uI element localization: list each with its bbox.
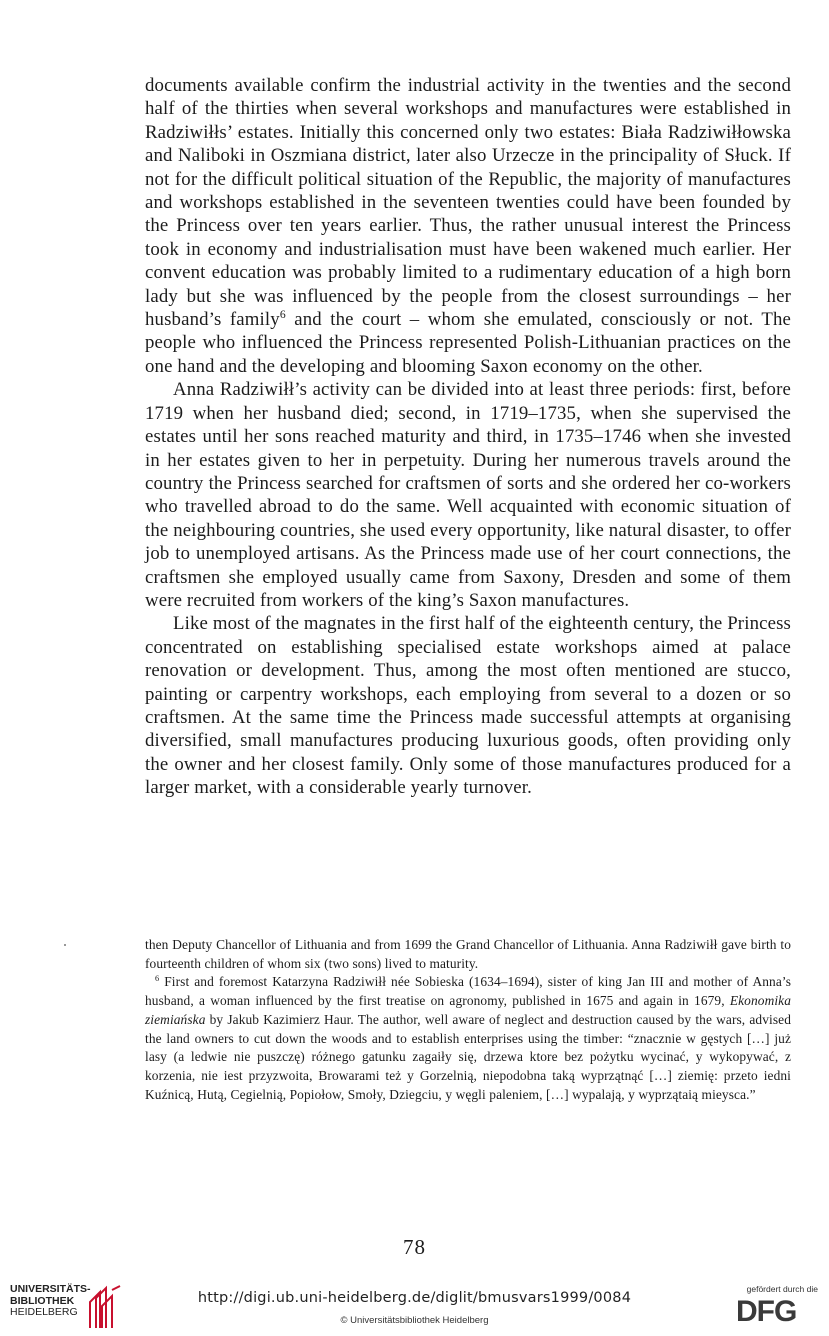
footnotes	[145, 936, 791, 1104]
paragraph-2: Anna Radziwiłł’s activity can be divided into at least three periods: first, before 1719 when her husband died; second, in 1719–1735, when she supervised the estates until her sons reached maturity and third, in 1735–1746 when she invested in her estates given to her in perpetuity. During her numerous travels around the country the Princess searched for craftsmen of sorts and she ordered her co-workers who travelled abroad to do the same. Well acquainted with economic situation of the neighbouring countries, she used every opportunity, like natural disaster, to offer job to unemployed artisans. As the Princess made use of her court connections, the craftsmen she employed usually came from Saxony, Dresden and some of them were recruited from workers of the king’s Saxon manufactures.	[145, 379, 791, 611]
digitization-footer	[0, 1274, 829, 1336]
footnote-6-text-b: by Jakub Kazimierz Haur. The author, well aware of neglect and destruction caused by the wars, advised the land owners to cut down the woods and to establish enterprises using the timber: “znacznie w gęstych […] już lasy (a ledwie nie puszczę) różnego gatunku zagaiły się, drzewa ktore bez pożytku wycinać, y wykopywać, z korzenia, nie iest przyzwoita, Browarami też y Gorzelnią, niepodobna taką wyprzątnąć […] ziemię: przeto iedni Kuźnicą, Hutą, Cegielnią, Popiołow, Smoły, Dziegciu, y węgli paleniem, […] wypalają, y wyprzątaią mieysca.”	[145, 1011, 791, 1102]
main-text	[145, 74, 791, 800]
library-name-line1: UNIVERSITÄTS-	[10, 1283, 91, 1295]
scan-speck	[64, 944, 66, 946]
library-name-line3: HEIDELBERG	[10, 1306, 78, 1318]
footnote-6-title: Ekonomika ziemiańska	[145, 993, 791, 1027]
library-name-line2: BIBLIOTHEK	[10, 1294, 75, 1307]
footnote-6-text-a: First and foremost Katarzyna Radziwiłł née Sobieska (1634–1694), sister of king Jan III and mother of Anna’s husband, a woman influenced by the first treatise on agronomy, published in 1675 and again in 1679,	[145, 974, 791, 1009]
dfg-wordmark: DFG	[736, 1295, 797, 1328]
footnote-6-number: 6	[155, 974, 160, 984]
paragraph-1-tail: and the court – whom she emulated, consciously or not. The people who influenced the Princess represented Polish-Lithuanian practices on the one hand and the developing and blooming Saxon economy on the other.	[145, 309, 792, 377]
footnote-6	[145, 973, 791, 1104]
footnote-continuation: then Deputy Chancellor of Lithuania and from 1699 the Grand Chancellor of Lithuania. Anna Radziwiłł gave birth to fourteenth children of whom six (two sons) lived to maturity.	[145, 937, 791, 971]
dfg-logo[interactable]	[732, 1284, 818, 1332]
dfg-caption: gefördert durch die	[746, 1284, 818, 1294]
paragraph-1	[145, 74, 791, 378]
source-url-link[interactable]: http://digi.ub.uni-heidelberg.de/diglit/bmusvars1999/0084	[197, 1290, 632, 1306]
page-number: 78	[403, 1235, 426, 1259]
paragraph-1-text: documents available confirm the industrial activity in the twenties and the second half of the thirties when several workshops and manufactures were established in Radziwiłłs’ estates. Initially this concerned only two estates: Biała Radziwiłłowska and Naliboki in Oszmiana district, later also Urzecze in the principality of Słuck. If not for the difficult political situation of the Republic, the majority of manufactures and workshops established in the seventeen twenties could have been founded by the Princess over ten years earlier. Thus, the rather unusual interest the Princess took in economy and industrialisation must have been wakened much earlier. Her convent education was probably limited to a rudimentary education of a high born lady but she was influenced by the people from the closest surroundings – her husband’s family	[145, 75, 791, 331]
footnote-ref-6[interactable]: 6	[279, 308, 286, 322]
copyright-notice: © Universitätsbibliothek Heidelberg	[340, 1315, 489, 1326]
paragraph-3: Like most of the magnates in the first half of the eighteenth century, the Princess concentrated on establishing specialised estate workshops aimed at palace renovation or development. Thus, among the most often mentioned are stucco, painting or carpentry workshops, each employing from several to a dozen or so craftsmen. At the same time the Princess made successful attempts at organising diversified, small manufactures producing luxurious goods, often providing only the owner and her closest family. Only some of those manufactures produced for a larger market, with a considerable yearly turnover.	[145, 613, 791, 799]
